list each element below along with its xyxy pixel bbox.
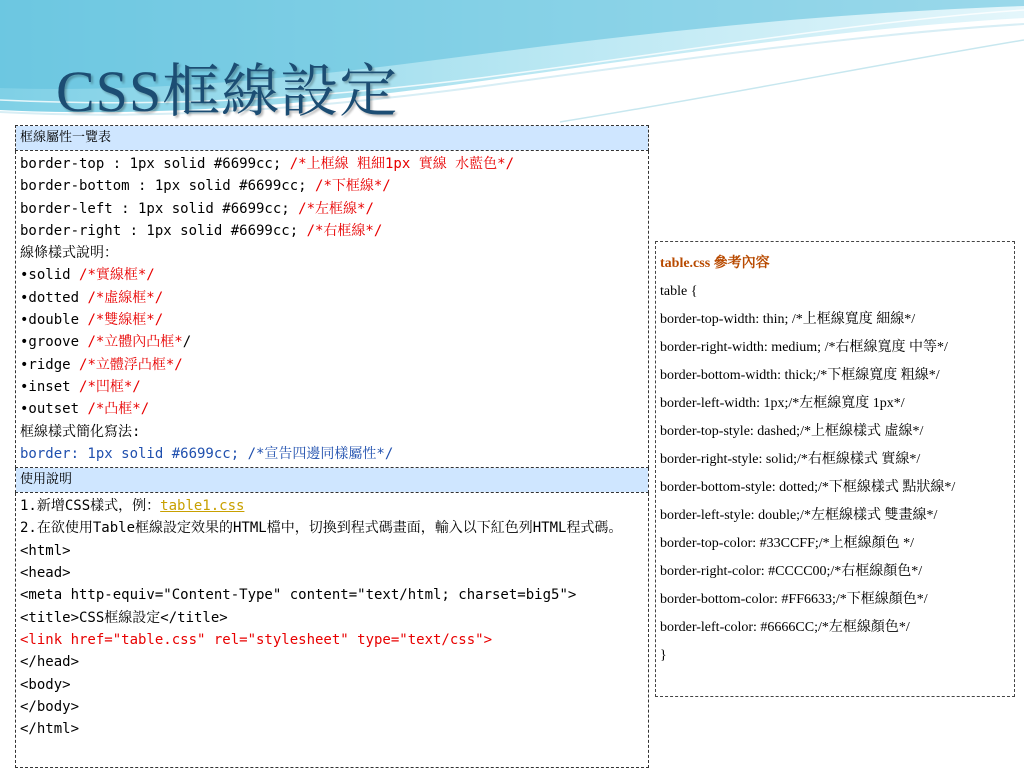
reference-line: border-top-color: #33CCFF;/*上框線顏色 */ [660, 536, 915, 551]
html-code-line: </html> [20, 721, 80, 738]
style-item: •double /*雙線框*/ [20, 312, 164, 329]
reference-line: } [660, 648, 667, 663]
reference-line: border-right-color: #CCCC00;/*右框線顏色*/ [660, 564, 923, 579]
html-code-line: </head> [20, 654, 80, 671]
reference-line: border-bottom-width: thick;/*下框線寬度 粗線*/ [660, 368, 940, 383]
html-code-line: </body> [20, 698, 80, 715]
html-code-line: <html> [20, 542, 71, 559]
usage-step-1: 1.新增CSS樣式，例：table1.css [20, 498, 245, 515]
html-code-line: <title>CSS框線設定</title> [20, 609, 228, 626]
property-line: border-right : 1px solid #6699cc; /*右框線*/ [20, 222, 383, 239]
usage-table-header: 使用說明 [16, 468, 649, 493]
properties-code-cell [16, 151, 649, 468]
border-properties-table [15, 125, 649, 768]
slide-title: CSS框線設定 [56, 59, 399, 124]
reference-line: border-bottom-style: dotted;/*下框線樣式 點狀線*/ [660, 480, 956, 495]
reference-line: border-top-width: thin; /*上框線寬度 細線*/ [660, 312, 916, 327]
style-item: •dotted /*虛線框*/ [20, 289, 164, 306]
properties-table-header: 框線屬性一覽表 [16, 126, 649, 151]
reference-line: border-right-style: solid;/*右框線樣式 實線*/ [660, 452, 921, 467]
property-line: border-left : 1px solid #6699cc; /*左框線*/ [20, 200, 374, 217]
html-code-line: <body> [20, 676, 71, 693]
property-line: border-bottom : 1px solid #6699cc; /*下框線*/ [20, 178, 391, 195]
reference-line: border-left-style: double;/*左框線樣式 雙畫線*/ [660, 508, 938, 523]
usage-code-cell [16, 493, 649, 768]
reference-line: border-left-color: #6666CC;/*左框線顏色*/ [660, 620, 910, 635]
usage-step-2: 2.在欲使用Table框線設定效果的HTML檔中，切換到程式碼畫面，輸入以下紅色列HTML程式碼。 [20, 520, 623, 537]
style-item: •ridge /*立體浮凸框*/ [20, 356, 183, 373]
table-css-link[interactable]: table1.css [160, 498, 245, 515]
shorthand-heading: 框線樣式簡化寫法: [20, 423, 141, 440]
reference-line: border-right-width: medium; /*右框線寬度 中等*/ [660, 340, 948, 355]
reference-line: border-bottom-color: #FF6633;/*下框線顏色*/ [660, 592, 928, 607]
styles-heading: 線條樣式說明： [20, 245, 118, 262]
reference-line: table { [660, 284, 698, 299]
html-code-line: <head> [20, 565, 71, 582]
reference-line: border-top-style: dashed;/*上框線樣式 虛線*/ [660, 424, 924, 439]
property-line: border-top : 1px solid #6699cc; /*上框線 粗細1px 實線 水藍色*/ [20, 156, 515, 172]
style-item: •outset /*凸框*/ [20, 401, 150, 418]
shorthand-code: border: 1px solid #6699cc; /*宣告四邊同樣屬性*/ [20, 445, 394, 462]
style-item: •solid /*實線框*/ [20, 267, 155, 284]
html-code-line: <meta http-equiv="Content-Type" content="text/html; charset=big5"> [20, 587, 577, 604]
style-item: •groove /*立體內凸框*/ [20, 334, 192, 351]
reference-panel [655, 241, 1015, 697]
reference-title: table.css 參考內容 [660, 256, 770, 271]
style-item: •inset /*凹框*/ [20, 378, 141, 395]
reference-line: border-left-width: 1px;/*左框線寬度 1px*/ [660, 396, 905, 411]
html-code-line-highlighted: <link href="table.css" rel="stylesheet" type="text/css"> [20, 631, 493, 648]
